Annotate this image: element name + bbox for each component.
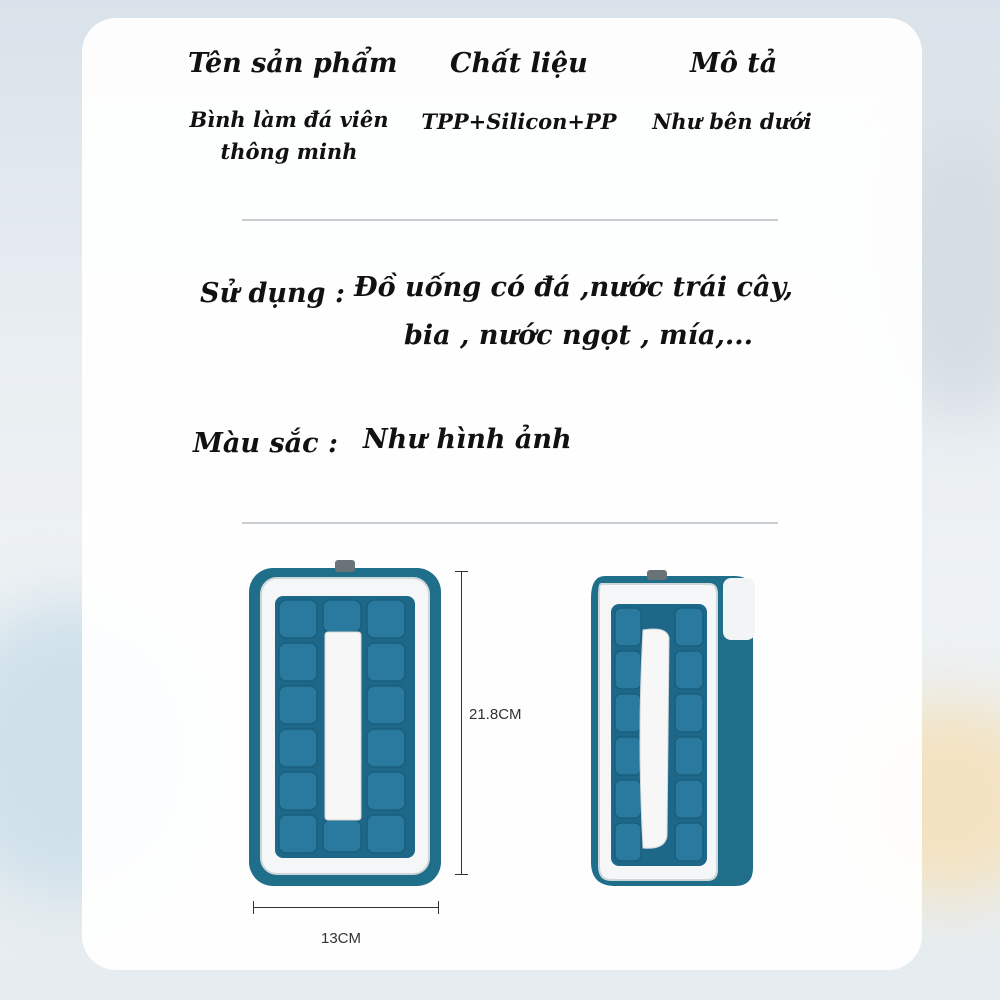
product-name-value: Bình làm đá viên thông minh — [189, 107, 389, 164]
width-dimension-label: 13CM — [321, 930, 362, 947]
width-dimension-line — [253, 907, 439, 908]
height-dimension-tick — [455, 874, 468, 875]
material-value: TPP+Silicon+PP — [421, 109, 617, 134]
divider — [242, 219, 778, 221]
product-name-label: Tên sản phẩm — [188, 48, 398, 79]
height-dimension-tick — [455, 571, 468, 572]
usage-line-1: Đồ uống có đá ,nước trái cây, — [354, 272, 793, 303]
height-dimension-label: 21.8CM — [469, 706, 522, 723]
color-value: Như hình ảnh — [363, 424, 572, 455]
description-label: Mô tả — [690, 48, 778, 79]
height-dimension-line — [461, 571, 462, 875]
ice-tray-angled-image — [585, 568, 760, 890]
width-dimension-tick — [253, 901, 254, 914]
divider — [242, 522, 778, 524]
ice-tray-front-image — [245, 560, 445, 890]
usage-line-2: bia , nước ngọt , mía,... — [404, 320, 754, 351]
description-value: Như bên dưới — [652, 109, 812, 134]
usage-label: Sử dụng : — [200, 278, 345, 309]
material-label: Chất liệu — [450, 48, 588, 79]
width-dimension-tick — [438, 901, 439, 914]
color-label: Màu sắc : — [193, 428, 338, 459]
